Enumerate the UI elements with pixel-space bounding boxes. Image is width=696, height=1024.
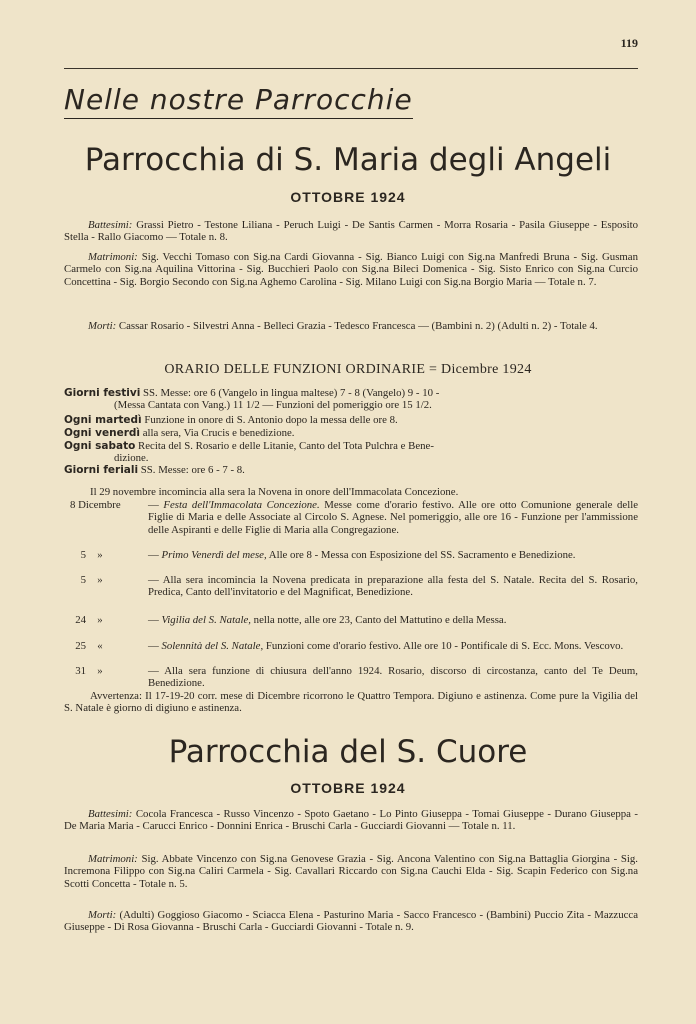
calendar-mark: »: [97, 574, 103, 586]
orario-key: Ogni sabato: [64, 440, 136, 452]
calendar-day: 31: [75, 665, 86, 677]
avvertenza: Avvertenza: Il 17-19-20 corr. mese di Dicembre ricorrono le Quattro Tempora. Digiuno e astinenza. Come pure la Vigilia del S. Natale è giorno di digiuno e astinenza.: [64, 690, 638, 715]
deaths-text: Cassar Rosario - Silvestri Anna - Belleci Grazia - Tedesco Francesca — (Bambini n. 2) (Adulti n. 2) - Totale 4.: [118, 320, 598, 332]
calendar-date: [64, 665, 130, 677]
parish2-baptisms: [64, 808, 638, 833]
orario-line: SS. Messe: ore 6 (Vangelo in lingua maltese) 7 - 8 (Vangelo) 9 - 10 -: [143, 387, 440, 399]
orario-row-festivi: [64, 387, 638, 412]
baptisms-label: Battesimi:: [88, 219, 133, 231]
calendar-body: Alle ore 8 - Messa con Esposizione del SS. Sacramento e Benedizione.: [268, 549, 576, 561]
parish2-marriages: [64, 853, 638, 890]
parish1-deaths: [64, 320, 638, 332]
calendar-event: Vigilia del S. Natale,: [161, 614, 251, 626]
calendar-date: [64, 640, 130, 652]
calendar-entry-text: — Alla sera incomincia la Novena predicata in preparazione alla festa del S. Natale. Recita del S. Rosario, Predica, Canto dell'invitatorio e del Magnificat, Benedizione.: [148, 574, 638, 599]
orario-row-martedi: [64, 414, 638, 426]
parish1-marriages: [64, 251, 638, 288]
orario-line: SS. Messe: ore 6 - 7 - 8.: [140, 464, 245, 476]
calendar-body: nella notte, alle ore 23, Canto del Mattutino e della Messa.: [253, 614, 507, 626]
calendar-entry-31: [64, 665, 638, 690]
calendar-entry-text: — Alla sera funzione di chiusura dell'anno 1924. Rosario, discorso di circostanza, canto del Te Deum, Benedizione.: [148, 665, 638, 690]
calendar-day: 5: [80, 549, 86, 561]
parish-title-sacro-cuore: Parrocchia del S. Cuore: [168, 734, 528, 770]
parish1-month: OTTOBRE 1924: [290, 189, 406, 205]
calendar-entry-8-dec: [64, 499, 638, 536]
orario-key: Giorni feriali: [64, 464, 139, 476]
orario-row-venerdi: [64, 427, 638, 439]
calendar-date: [64, 549, 130, 561]
marriages-label: Matrimoni:: [88, 853, 138, 865]
calendar-mark: —: [148, 499, 159, 511]
calendar-body: Alla sera incomincia la Novena predicata in preparazione alla festa del S. Natale. Recita del S. Rosario, Predica, Canto dell'invitatorio e del Magnificat, Benedizione.: [148, 574, 638, 599]
orario-line-cont: (Messa Cantata con Vang.) 11 1/2 — Funzioni del pomeriggio ore 15 1/2.: [114, 399, 432, 412]
parish1-baptisms: [64, 219, 638, 244]
orario-key: Ogni venerdì: [64, 427, 141, 439]
parish2-month: OTTOBRE 1924: [290, 780, 406, 796]
calendar-day: 5: [80, 574, 86, 586]
calendar-entry-text: — Solennità del S. Natale, Funzioni come d'orario festivo. Alle ore 10 - Pontificale di S. Ecc. Mons. Vescovo.: [148, 640, 624, 652]
parish2-deaths: [64, 909, 638, 934]
orario-line: alla sera, Via Crucis e benedizione.: [142, 427, 295, 439]
calendar-body: Alla sera funzione di chiusura dell'anno 1924. Rosario, discorso di circostanza, canto del Te Deum, Benedizione.: [148, 665, 638, 690]
orario-line-cont: dizione.: [114, 452, 149, 465]
deaths-label: Morti:: [88, 320, 117, 332]
calendar-entry-5a: [64, 549, 638, 561]
marriages-label: Matrimoni:: [88, 251, 138, 263]
calendar-event: Primo Venerdì del mese,: [161, 549, 267, 561]
calendar-entry-text: — Primo Venerdì del mese, Alle ore 8 - Messa con Esposizione del SS. Sacramento e Benedizione.: [148, 549, 576, 561]
baptisms-text: Cocola Francesca - Russo Vincenzo - Spoto Gaetano - Lo Pinto Giuseppa - Tomai Giuseppe - Durano Giuseppa - De Maria Maria - Carucci Enrico - Donnini Enrica - Bruschi Carla - Gucciardi Giovanni — Totale n. 11.: [64, 808, 638, 833]
deaths-text: (Adulti) Goggioso Giacomo - Sciacca Elena - Pasturino Maria - Sacco Francesco - (Bambini) Puccio Zita - Mazzucca Giuseppe - Di Rosa Giovanna - Bruschi Carla - Gucciardi Giovanni - Totale n. 9.: [64, 909, 639, 934]
deaths-label: Morti:: [88, 909, 117, 921]
calendar-event: Solennità del S. Natale,: [161, 640, 264, 652]
calendar-event: Festa dell'Immacolata Concezione.: [163, 499, 320, 511]
calendar-day: 25: [75, 640, 86, 652]
orario-title: ORARIO DELLE FUNZIONI ORDINARIE = Dicembre 1924: [164, 362, 532, 377]
calendar-entry-24: [64, 614, 638, 626]
calendar-mark: »: [97, 549, 103, 561]
baptisms-text: Grassi Pietro - Testone Liliana - Peruch Luigi - De Santis Carmen - Morra Rosaria - Pasila Giuseppe - Esposito Stella - Rallo Giacomo — Totale n. 8.: [64, 219, 639, 244]
header-rule: [64, 68, 638, 69]
orario-line: Funzione in onore di S. Antonio dopo la messa delle ore 8.: [144, 414, 398, 426]
calendar-date: [64, 614, 130, 626]
calendar-intro: Il 29 novembre incomincia alla sera la Novena in onore dell'Immacolata Concezione.: [90, 486, 459, 498]
section-title: Nelle nostre Parrocchie: [64, 84, 413, 119]
calendar-mark: »: [97, 665, 103, 677]
calendar-body: Messe come d'orario festivo. Alle ore otto Comunione generale delle Figlie di Maria e delle Associate al Circolo S. Agnese. Nel pomeriggio, alle ore 16 - Funzione per l'ammissione delle Aspiranti e delle Figlie di Maria alla Congregazione.: [148, 499, 638, 536]
orario-line: Recita del S. Rosario e delle Litanie, Canto del Tota Pulchra e Bene-: [138, 440, 434, 452]
parish-title-santa-maria: Parrocchia di S. Maria degli Angeli: [84, 142, 612, 178]
calendar-mark: »: [97, 614, 103, 626]
calendar-mark: «: [97, 640, 103, 652]
orario-row-feriali: [64, 464, 638, 476]
orario-key: Giorni festivi: [64, 387, 141, 399]
marriages-text: Sig. Abbate Vincenzo con Sig.na Genovese Grazia - Sig. Ancona Valentino con Sig.na Battaglia Giorgina - Sig. Incremona Filippo con Sig.na Caliri Carmela - Sig. Cavallari Riccardo con Sig.na Cauchi Elda - Sig. Scapin Federico con Sig.na Scotti Concetta - Totale n. 5.: [64, 853, 638, 890]
calendar-entry-25: [64, 640, 638, 652]
calendar-day: 24: [75, 614, 86, 626]
calendar-entry-5b: [64, 574, 638, 599]
orario-row-sabato: [64, 440, 638, 465]
calendar-body: Funzioni come d'orario festivo. Alle ore 10 - Pontificale di S. Ecc. Mons. Vescovo.: [265, 640, 624, 652]
calendar-entry-text: — Vigilia del S. Natale, nella notte, alle ore 23, Canto del Mattutino e della Messa.: [148, 614, 507, 626]
orario-key: Ogni martedì: [64, 414, 142, 426]
marriages-text: Sig. Vecchi Tomaso con Sig.na Cardi Giovanna - Sig. Bianco Luigi con Sig.na Manfredi Bruna - Sig. Gusman Carmelo con Sig.na Aquilina Vittorina - Sig. Bucchieri Paolo con Sig.na Bileci Domenica - Sig. Sisto Enrico con Sig.na Curcio Concettina - Sig. Borgio Secondo con Sig.na Aghemo Carolina - Sig. Milano Luigi con Sig.na Borgio Maria — Totale n. 7.: [64, 251, 638, 288]
calendar-date: [64, 574, 130, 586]
page-number: 119: [620, 36, 638, 50]
baptisms-label: Battesimi:: [88, 808, 133, 820]
calendar-entry-text: [148, 499, 638, 536]
calendar-day: 8 Dicembre: [70, 499, 121, 511]
